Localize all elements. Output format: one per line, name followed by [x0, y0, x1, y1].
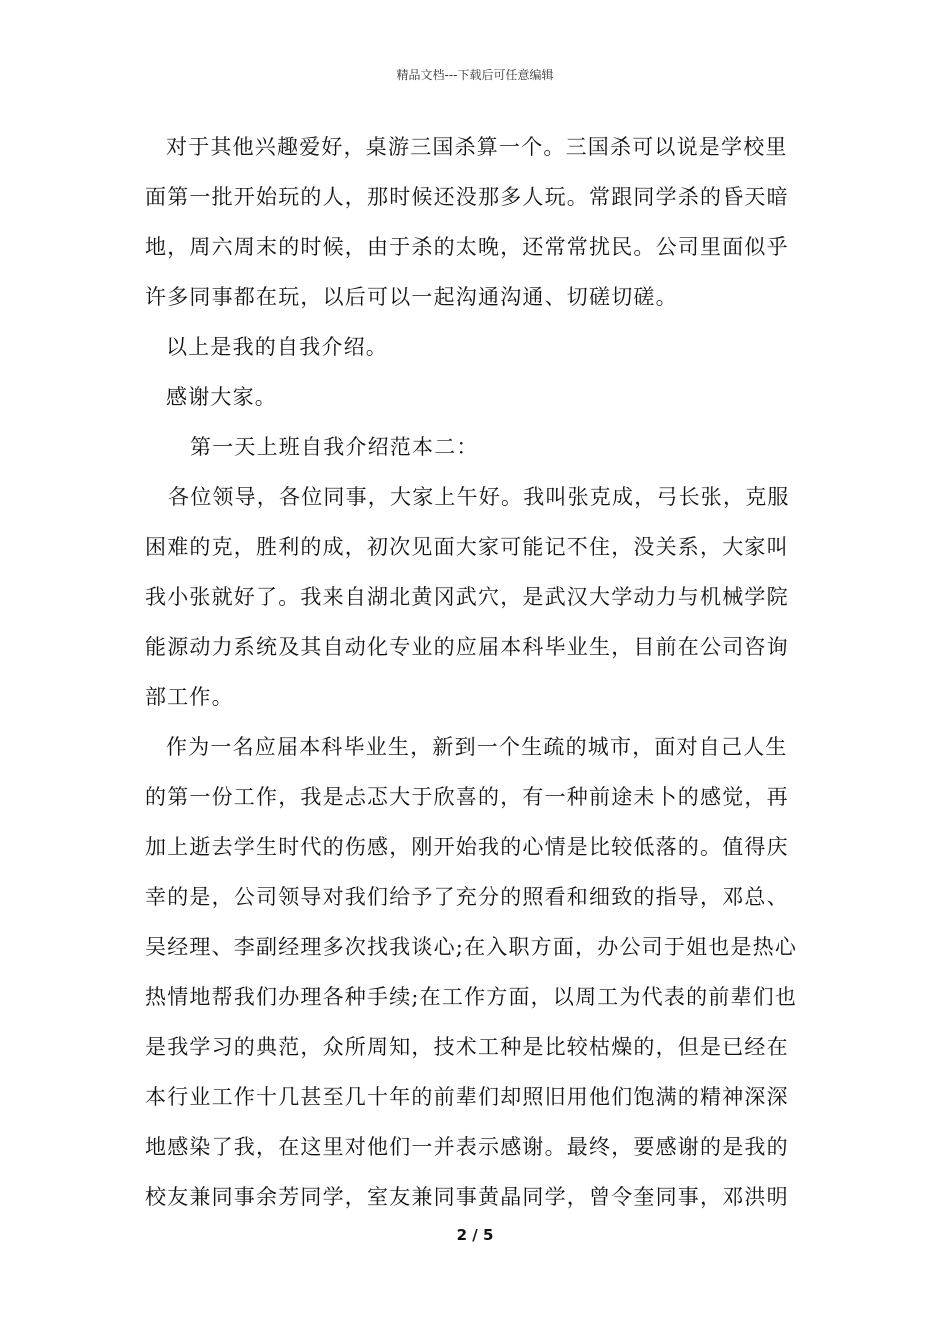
page-header: 精品文档---下载后可任意编辑	[396, 68, 554, 82]
section-heading: 第一天上班自我介绍范本二：	[190, 435, 479, 459]
body-line: 是我学习的典范，众所周知，技术工种是比较枯燥的，但是已经在	[145, 1035, 789, 1059]
body-line: 能源动力系统及其自动化专业的应届本科毕业生，目前在公司咨询	[145, 635, 789, 659]
body-line: 热情地帮我们办理各种手续;在工作方面，以周工为代表的前辈们也	[145, 985, 798, 1009]
body-line: 地，周六周末的时候，由于杀的太晚，还常常扰民。公司里面似乎	[145, 235, 789, 259]
body-line: 许多同事都在玩，以后可以一起沟通沟通、切磋切磋。	[145, 285, 678, 309]
body-line: 各位领导，各位同事，大家上午好。我叫张克成，弓长张，克服	[168, 485, 790, 509]
body-line: 困难的克，胜利的成，初次见面大家可能记不住，没关系，大家叫	[145, 535, 789, 559]
body-line: 部工作。	[145, 685, 234, 709]
body-line: 校友兼同事余芳同学，室友兼同事黄晶同学，曾令奎同事，邓洪明	[145, 1185, 789, 1209]
body-line: 我小张就好了。我来自湖北黄冈武穴，是武汉大学动力与机械学院	[145, 585, 789, 609]
body-line: 感谢大家。	[166, 385, 277, 409]
body-line: 对于其他兴趣爱好，桌游三国杀算一个。三国杀可以说是学校里	[166, 135, 788, 159]
body-line: 以上是我的自我介绍。	[166, 335, 388, 359]
body-line: 吴经理、李副经理多次找我谈心;在入职方面，办公司于姐也是热心	[145, 935, 798, 959]
body-line: 本行业工作十几甚至几十年的前辈们却照旧用他们饱满的精神深深	[145, 1085, 789, 1109]
body-line: 作为一名应届本科毕业生，新到一个生疏的城市，面对自己人生	[166, 735, 788, 759]
body-line: 地感染了我，在这里对他们一并表示感谢。最终，要感谢的是我的	[145, 1135, 789, 1159]
body-line: 幸的是，公司领导对我们给予了充分的照看和细致的指导，邓总、	[145, 885, 789, 909]
page-number: 2 / 5	[456, 1226, 494, 1244]
body-line: 面第一批开始玩的人，那时候还没那多人玩。常跟同学杀的昏天暗	[145, 185, 789, 209]
body-line: 的第一份工作，我是忐忑大于欣喜的，有一种前途未卜的感觉，再	[145, 785, 789, 809]
body-line: 加上逝去学生时代的伤感，刚开始我的心情是比较低落的。值得庆	[145, 835, 789, 859]
